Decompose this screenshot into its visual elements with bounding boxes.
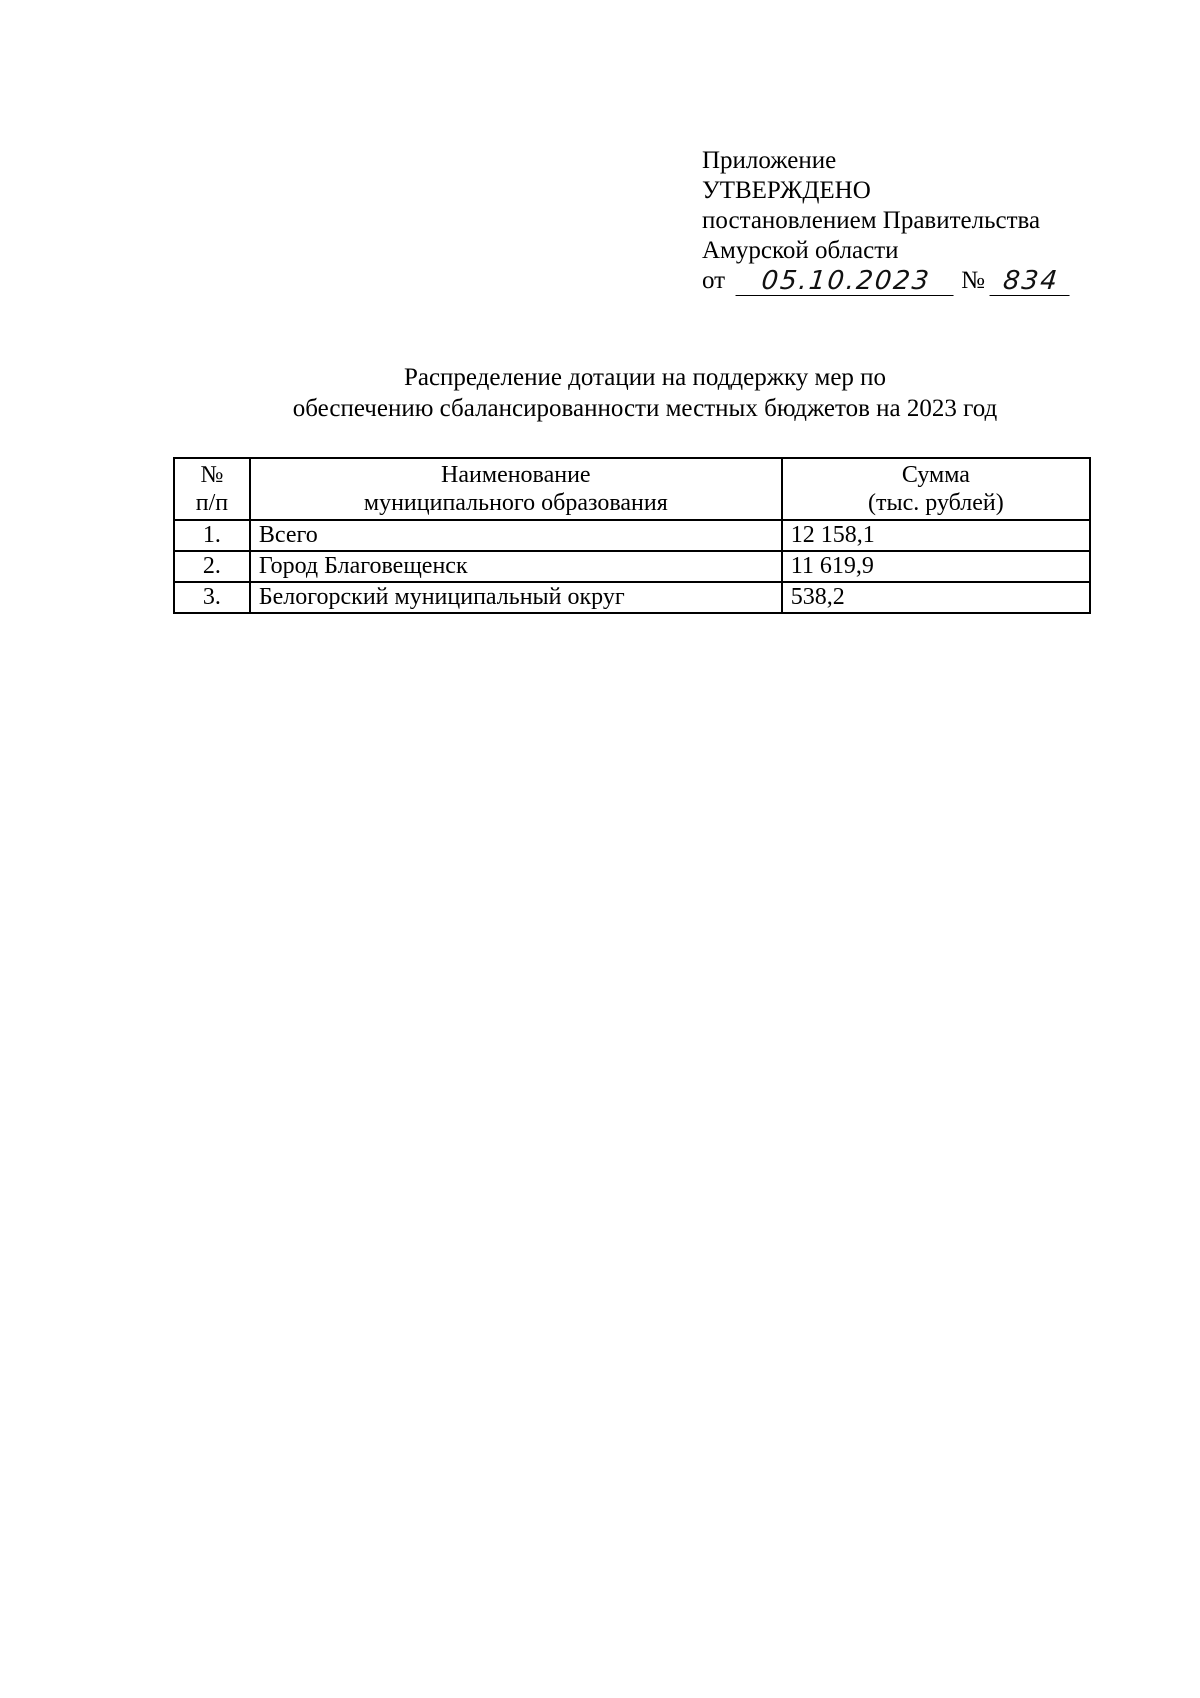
- header-num: [174, 458, 250, 520]
- header-sum-line-2: (тыс. рублей): [868, 490, 1004, 516]
- date-number-line: [702, 266, 1102, 296]
- region-line: Амурской области: [702, 237, 899, 264]
- number-prefix: №: [961, 267, 985, 294]
- row-number: 1.: [174, 520, 250, 551]
- row-municipality-name: Всего: [250, 520, 782, 551]
- distribution-table: [173, 457, 1091, 614]
- header-sum: [782, 458, 1090, 520]
- row-municipality-name: Белогорский муниципальный округ: [250, 582, 782, 613]
- approval-stamp-block: [702, 146, 1102, 296]
- table-row: [174, 520, 1090, 551]
- header-sum-line-1: Сумма: [901, 462, 970, 488]
- row-municipality-name: Город Благовещенск: [250, 551, 782, 582]
- row-number: 2.: [174, 551, 250, 582]
- approved-label: УТВЕРЖДЕНО: [702, 177, 871, 204]
- header-name-line-1: Наименование: [441, 462, 591, 488]
- row-amount: 538,2: [782, 582, 1090, 613]
- title-line-2: обеспечению сбалансированности местных бюджетов на 2023 год: [292, 395, 998, 422]
- decree-line: постановлением Правительства: [702, 207, 1041, 234]
- handwritten-date: 05.10.2023: [736, 267, 957, 296]
- date-prefix: от: [702, 267, 726, 294]
- row-number: 3.: [174, 582, 250, 613]
- row-amount: 12 158,1: [782, 520, 1090, 551]
- header-num-line-2: п/п: [195, 490, 229, 516]
- header-name: [250, 458, 782, 520]
- table-row: [174, 551, 1090, 582]
- header-num-line-1: №: [200, 462, 224, 488]
- document-title: [160, 362, 1130, 424]
- row-amount: 11 619,9: [782, 551, 1090, 582]
- table-row: [174, 582, 1090, 613]
- title-line-1: Распределение дотации на поддержку мер по: [403, 364, 887, 391]
- header-name-line-2: муниципального образования: [363, 490, 668, 516]
- handwritten-number: 834: [989, 267, 1072, 296]
- table-header-row: [174, 458, 1090, 520]
- appendix-label: Приложение: [702, 147, 837, 174]
